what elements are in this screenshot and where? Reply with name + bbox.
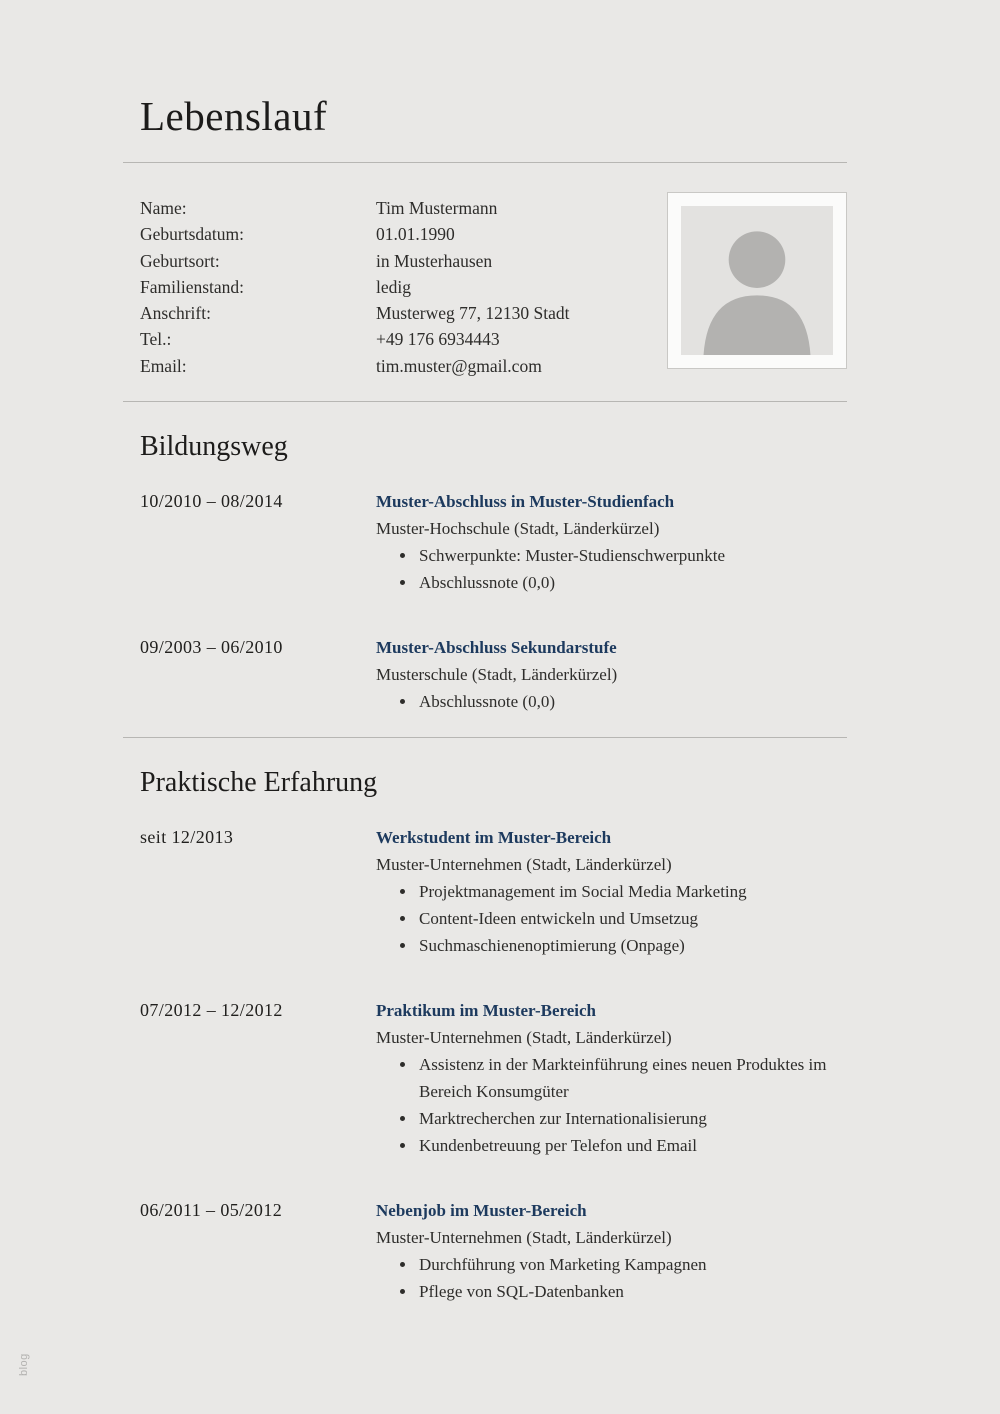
personal-field-row [140,221,667,247]
personal-field-row [140,195,667,221]
page-title: Lebenslauf [140,93,328,139]
cv-entry [123,488,847,596]
personal-field-row [140,326,667,352]
field-value: Musterweg 77, 12130 Stadt [376,303,570,324]
entry-date: 06/2011 – 05/2012 [140,1200,283,1221]
section-heading: Praktische Erfahrung [140,767,378,799]
personal-field-row [140,353,667,379]
entry-subtitle: Muster-Unternehmen (Stadt, Länderkürzel) [376,1228,672,1248]
entry-title: Praktikum im Muster-Bereich [376,1001,597,1021]
bullet-item: • Abschlussnote (0,0) [417,569,847,596]
bullet-item: • Schwerpunkte: Muster-Studienschwerpunkte [417,542,847,569]
entry-body [376,634,847,715]
entry-subtitle: Muster-Unternehmen (Stadt, Länderkürzel) [376,1028,672,1048]
field-label: Email: [140,355,187,376]
divider-section [123,401,847,402]
divider-section [123,737,847,738]
section-heading: Bildungsweg [140,431,288,463]
personal-info-block [123,195,847,379]
entry-bullet-list [417,1051,847,1159]
bullet-item: • Kundenbetreuung per Telefon und Email [417,1132,847,1159]
entry-body [376,1197,847,1305]
entry-bullet-list [417,878,847,959]
entry-date: 10/2010 – 08/2014 [140,491,283,512]
cv-page [123,0,847,1305]
bullet-item: • Assistenz in der Markteinführung eines neuen Produktes im Bereich Konsumgüter [417,1051,847,1105]
bullet-item: • Pflege von SQL-Datenbanken [417,1278,847,1305]
cv-entry [123,634,847,715]
field-value: tim.muster@gmail.com [376,355,542,376]
entry-date: seit 12/2013 [140,827,234,848]
entry-title: Werkstudent im Muster-Bereich [376,828,612,848]
field-value: Tim Mustermann [376,198,498,218]
bullet-item: • Abschlussnote (0,0) [417,688,847,715]
entry-subtitle: Musterschule (Stadt, Länderkürzel) [376,665,618,685]
field-label: Geburtsdatum: [140,224,245,245]
field-value: ledig [376,276,411,297]
field-label: Name: [140,198,187,218]
bullet-item: • Marktrecherchen zur Internationalisierung [417,1105,847,1132]
cv-entry [123,1197,847,1305]
entry-subtitle: Muster-Hochschule (Stadt, Länderkürzel) [376,519,660,539]
field-label: Anschrift: [140,303,211,324]
entry-bullet-list [417,1251,847,1305]
entry-subtitle: Muster-Unternehmen (Stadt, Länderkürzel) [376,855,672,875]
entry-body [376,997,847,1159]
entry-bullet-list [417,688,847,715]
bullet-item: • Projektmanagement im Social Media Marketing [417,878,847,905]
entry-date: 07/2012 – 12/2012 [140,1000,283,1021]
bullet-item: • Durchführung von Marketing Kampagnen [417,1251,847,1278]
field-label: Tel.: [140,329,172,350]
profile-photo-frame [667,192,847,369]
profile-photo-placeholder [681,206,833,355]
field-value: +49 176 6934443 [376,329,500,350]
personal-field-row [140,300,667,326]
field-label: Familienstand: [140,276,245,297]
person-silhouette-icon [681,206,833,355]
section-bildungsweg [123,401,847,715]
field-value: in Musterhausen [376,250,493,271]
entry-bullet-list [417,542,847,596]
field-label: Geburtsort: [140,250,220,271]
watermark-text: blog [18,1353,30,1376]
field-value: 01.01.1990 [376,224,455,245]
entry-date: 09/2003 – 06/2010 [140,637,283,658]
personal-field-row [140,248,667,274]
cv-entry [123,997,847,1159]
personal-fields [140,195,667,379]
personal-field-row [140,274,667,300]
section-praktische-erfahrung [123,737,847,1305]
entry-title: Muster-Abschluss Sekundarstufe [376,638,617,658]
divider-top [123,162,847,163]
entry-title: Nebenjob im Muster-Bereich [376,1201,587,1221]
entry-title: Muster-Abschluss in Muster-Studienfach [376,492,675,512]
bullet-item: • Content-Ideen entwickeln und Umsetzug [417,905,847,932]
entry-body [376,824,847,959]
cv-entry [123,824,847,959]
entry-body [376,488,847,596]
bullet-item: • Suchmaschienenoptimierung (Onpage) [417,932,847,959]
